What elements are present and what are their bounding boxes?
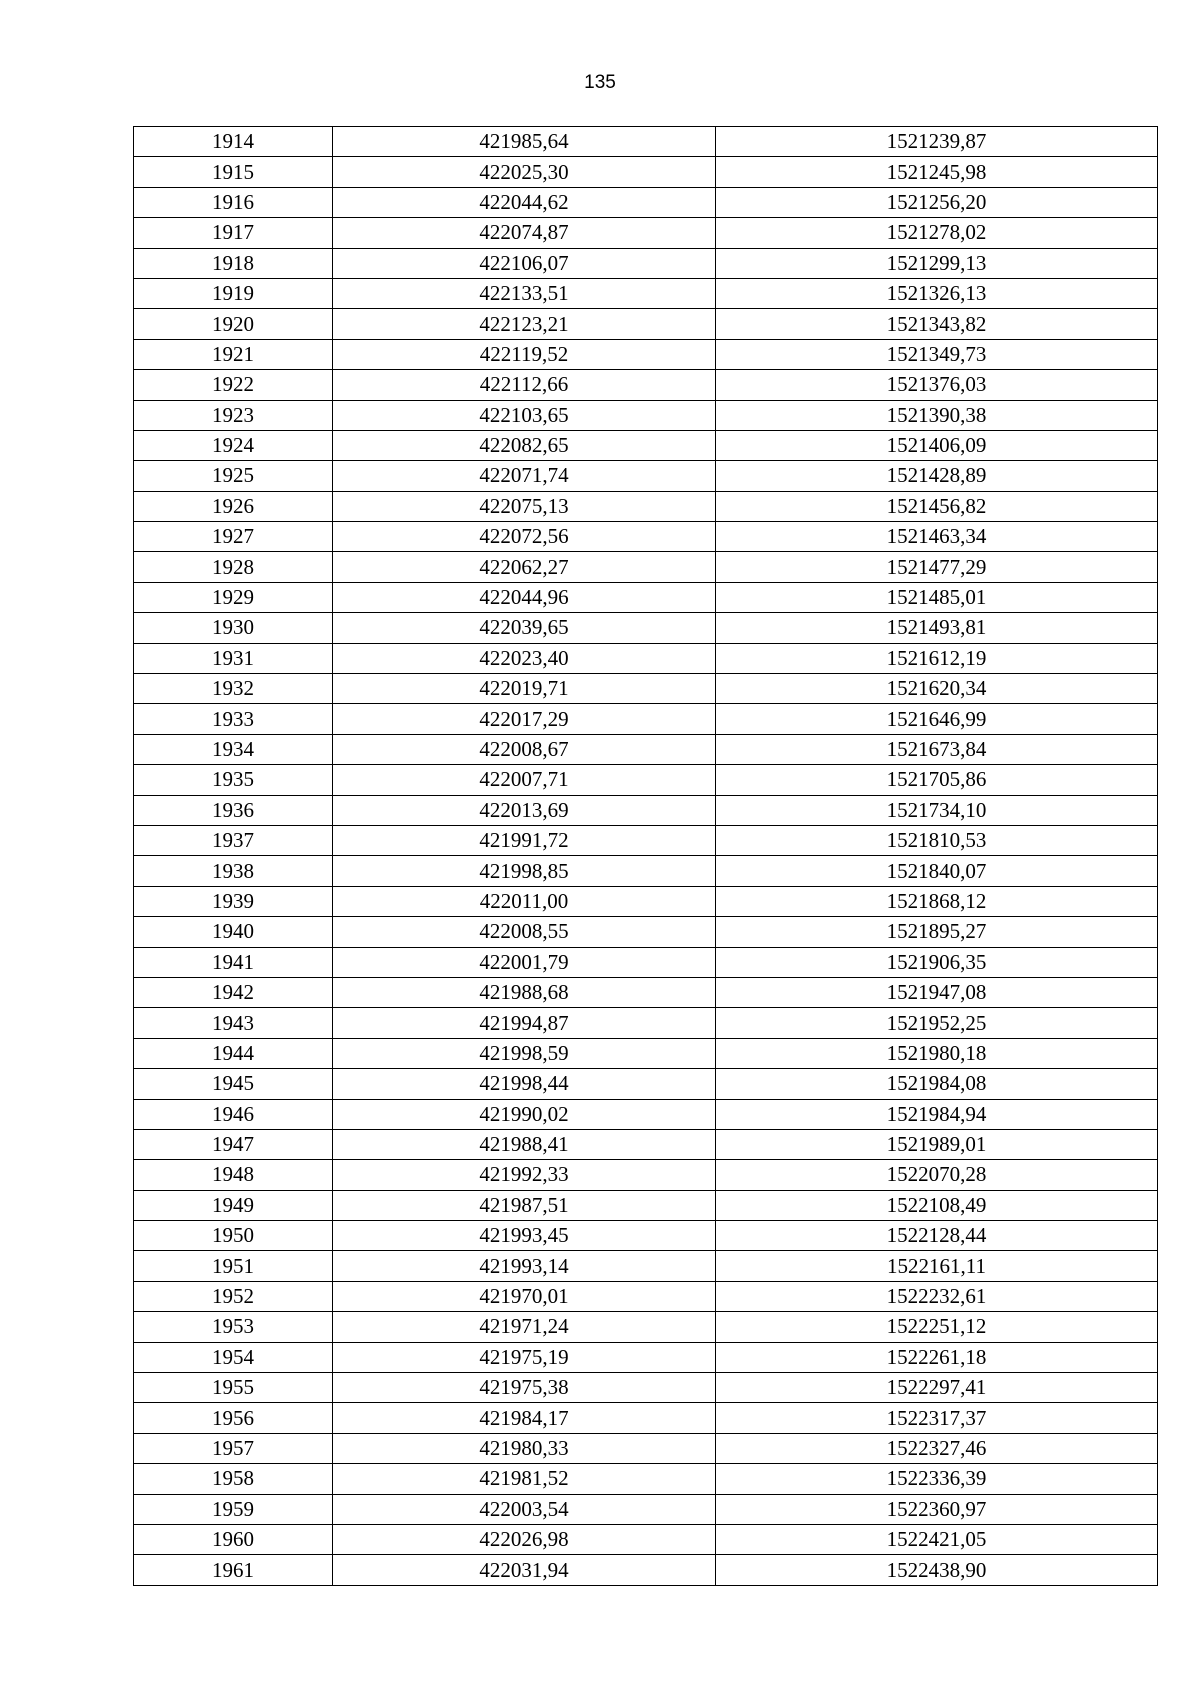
point-number-cell: 1921 bbox=[134, 339, 333, 369]
x-coordinate-cell: 422017,29 bbox=[333, 704, 716, 734]
table-row bbox=[134, 461, 1158, 491]
y-coordinate-cell: 1521477,29 bbox=[716, 552, 1158, 582]
point-number-cell: 1949 bbox=[134, 1190, 333, 1220]
y-coordinate-cell: 1521456,82 bbox=[716, 491, 1158, 521]
x-coordinate-cell: 422025,30 bbox=[333, 157, 716, 187]
x-coordinate-cell: 422003,54 bbox=[333, 1494, 716, 1524]
y-coordinate-cell: 1521947,08 bbox=[716, 977, 1158, 1007]
point-number-cell: 1923 bbox=[134, 400, 333, 430]
y-coordinate-cell: 1521868,12 bbox=[716, 886, 1158, 916]
y-coordinate-cell: 1521980,18 bbox=[716, 1038, 1158, 1068]
table-row bbox=[134, 613, 1158, 643]
table-row bbox=[134, 1069, 1158, 1099]
y-coordinate-cell: 1521493,81 bbox=[716, 613, 1158, 643]
y-coordinate-cell: 1521256,20 bbox=[716, 187, 1158, 217]
y-coordinate-cell: 1521906,35 bbox=[716, 947, 1158, 977]
x-coordinate-cell: 422023,40 bbox=[333, 643, 716, 673]
point-number-cell: 1941 bbox=[134, 947, 333, 977]
point-number-cell: 1917 bbox=[134, 218, 333, 248]
table-row bbox=[134, 157, 1158, 187]
x-coordinate-cell: 421984,17 bbox=[333, 1403, 716, 1433]
y-coordinate-cell: 1521463,34 bbox=[716, 522, 1158, 552]
point-number-cell: 1944 bbox=[134, 1038, 333, 1068]
table-row bbox=[134, 522, 1158, 552]
point-number-cell: 1919 bbox=[134, 278, 333, 308]
y-coordinate-cell: 1522232,61 bbox=[716, 1281, 1158, 1311]
x-coordinate-cell: 422106,07 bbox=[333, 248, 716, 278]
table-row bbox=[134, 1129, 1158, 1159]
y-coordinate-cell: 1521612,19 bbox=[716, 643, 1158, 673]
table-row bbox=[134, 400, 1158, 430]
point-number-cell: 1957 bbox=[134, 1433, 333, 1463]
point-number-cell: 1956 bbox=[134, 1403, 333, 1433]
x-coordinate-cell: 422044,62 bbox=[333, 187, 716, 217]
table-row bbox=[134, 825, 1158, 855]
table-row bbox=[134, 1221, 1158, 1251]
y-coordinate-cell: 1521349,73 bbox=[716, 339, 1158, 369]
y-coordinate-cell: 1521984,08 bbox=[716, 1069, 1158, 1099]
table-row bbox=[134, 430, 1158, 460]
x-coordinate-cell: 421988,68 bbox=[333, 977, 716, 1007]
x-coordinate-cell: 421998,85 bbox=[333, 856, 716, 886]
point-number-cell: 1952 bbox=[134, 1281, 333, 1311]
table-row bbox=[134, 1524, 1158, 1554]
table-row bbox=[134, 1373, 1158, 1403]
point-number-cell: 1955 bbox=[134, 1373, 333, 1403]
table-row bbox=[134, 491, 1158, 521]
table-row bbox=[134, 1190, 1158, 1220]
y-coordinate-cell: 1521895,27 bbox=[716, 917, 1158, 947]
point-number-cell: 1940 bbox=[134, 917, 333, 947]
x-coordinate-cell: 421994,87 bbox=[333, 1008, 716, 1038]
x-coordinate-cell: 421993,14 bbox=[333, 1251, 716, 1281]
y-coordinate-cell: 1522438,90 bbox=[716, 1555, 1158, 1585]
y-coordinate-cell: 1521989,01 bbox=[716, 1129, 1158, 1159]
x-coordinate-cell: 421998,44 bbox=[333, 1069, 716, 1099]
table-row bbox=[134, 947, 1158, 977]
point-number-cell: 1936 bbox=[134, 795, 333, 825]
x-coordinate-cell: 422044,96 bbox=[333, 582, 716, 612]
y-coordinate-cell: 1522161,11 bbox=[716, 1251, 1158, 1281]
x-coordinate-cell: 422026,98 bbox=[333, 1524, 716, 1554]
table-row bbox=[134, 218, 1158, 248]
x-coordinate-cell: 422013,69 bbox=[333, 795, 716, 825]
y-coordinate-cell: 1521810,53 bbox=[716, 825, 1158, 855]
table-row bbox=[134, 886, 1158, 916]
y-coordinate-cell: 1521390,38 bbox=[716, 400, 1158, 430]
x-coordinate-cell: 421991,72 bbox=[333, 825, 716, 855]
x-coordinate-cell: 422123,21 bbox=[333, 309, 716, 339]
point-number-cell: 1924 bbox=[134, 430, 333, 460]
y-coordinate-cell: 1521245,98 bbox=[716, 157, 1158, 187]
y-coordinate-cell: 1521646,99 bbox=[716, 704, 1158, 734]
x-coordinate-cell: 421975,38 bbox=[333, 1373, 716, 1403]
y-coordinate-cell: 1521326,13 bbox=[716, 278, 1158, 308]
table-row bbox=[134, 582, 1158, 612]
point-number-cell: 1945 bbox=[134, 1069, 333, 1099]
y-coordinate-cell: 1521705,86 bbox=[716, 765, 1158, 795]
y-coordinate-cell: 1521376,03 bbox=[716, 370, 1158, 400]
y-coordinate-cell: 1522421,05 bbox=[716, 1524, 1158, 1554]
y-coordinate-cell: 1521952,25 bbox=[716, 1008, 1158, 1038]
table-row bbox=[134, 1160, 1158, 1190]
x-coordinate-cell: 422007,71 bbox=[333, 765, 716, 795]
x-coordinate-cell: 421971,24 bbox=[333, 1312, 716, 1342]
table-row bbox=[134, 339, 1158, 369]
x-coordinate-cell: 421985,64 bbox=[333, 127, 716, 157]
point-number-cell: 1950 bbox=[134, 1221, 333, 1251]
y-coordinate-cell: 1521278,02 bbox=[716, 218, 1158, 248]
x-coordinate-cell: 421975,19 bbox=[333, 1342, 716, 1372]
table-row bbox=[134, 643, 1158, 673]
table-row bbox=[134, 977, 1158, 1007]
y-coordinate-cell: 1522070,28 bbox=[716, 1160, 1158, 1190]
point-number-cell: 1930 bbox=[134, 613, 333, 643]
x-coordinate-cell: 422001,79 bbox=[333, 947, 716, 977]
x-coordinate-cell: 421970,01 bbox=[333, 1281, 716, 1311]
y-coordinate-cell: 1521620,34 bbox=[716, 674, 1158, 704]
table-row bbox=[134, 278, 1158, 308]
point-number-cell: 1918 bbox=[134, 248, 333, 278]
y-coordinate-cell: 1522317,37 bbox=[716, 1403, 1158, 1433]
table-row bbox=[134, 248, 1158, 278]
table-row bbox=[134, 127, 1158, 157]
x-coordinate-cell: 422133,51 bbox=[333, 278, 716, 308]
table-row bbox=[134, 1281, 1158, 1311]
x-coordinate-cell: 421993,45 bbox=[333, 1221, 716, 1251]
y-coordinate-cell: 1521984,94 bbox=[716, 1099, 1158, 1129]
y-coordinate-cell: 1521734,10 bbox=[716, 795, 1158, 825]
point-number-cell: 1951 bbox=[134, 1251, 333, 1281]
y-coordinate-cell: 1521343,82 bbox=[716, 309, 1158, 339]
point-number-cell: 1947 bbox=[134, 1129, 333, 1159]
point-number-cell: 1929 bbox=[134, 582, 333, 612]
x-coordinate-cell: 422075,13 bbox=[333, 491, 716, 521]
x-coordinate-cell: 421992,33 bbox=[333, 1160, 716, 1190]
point-number-cell: 1948 bbox=[134, 1160, 333, 1190]
x-coordinate-cell: 422031,94 bbox=[333, 1555, 716, 1585]
table-row bbox=[134, 1403, 1158, 1433]
x-coordinate-cell: 421987,51 bbox=[333, 1190, 716, 1220]
point-number-cell: 1946 bbox=[134, 1099, 333, 1129]
x-coordinate-cell: 421998,59 bbox=[333, 1038, 716, 1068]
point-number-cell: 1931 bbox=[134, 643, 333, 673]
y-coordinate-cell: 1522251,12 bbox=[716, 1312, 1158, 1342]
point-number-cell: 1959 bbox=[134, 1494, 333, 1524]
point-number-cell: 1932 bbox=[134, 674, 333, 704]
point-number-cell: 1953 bbox=[134, 1312, 333, 1342]
y-coordinate-cell: 1522128,44 bbox=[716, 1221, 1158, 1251]
x-coordinate-cell: 422112,66 bbox=[333, 370, 716, 400]
table-row bbox=[134, 187, 1158, 217]
point-number-cell: 1926 bbox=[134, 491, 333, 521]
coordinates-table bbox=[133, 126, 1158, 1586]
table-row bbox=[134, 1038, 1158, 1068]
point-number-cell: 1935 bbox=[134, 765, 333, 795]
y-coordinate-cell: 1522336,39 bbox=[716, 1464, 1158, 1494]
point-number-cell: 1920 bbox=[134, 309, 333, 339]
point-number-cell: 1960 bbox=[134, 1524, 333, 1554]
x-coordinate-cell: 422074,87 bbox=[333, 218, 716, 248]
point-number-cell: 1954 bbox=[134, 1342, 333, 1372]
point-number-cell: 1927 bbox=[134, 522, 333, 552]
point-number-cell: 1928 bbox=[134, 552, 333, 582]
x-coordinate-cell: 422008,55 bbox=[333, 917, 716, 947]
y-coordinate-cell: 1521485,01 bbox=[716, 582, 1158, 612]
x-coordinate-cell: 421990,02 bbox=[333, 1099, 716, 1129]
y-coordinate-cell: 1521840,07 bbox=[716, 856, 1158, 886]
point-number-cell: 1914 bbox=[134, 127, 333, 157]
point-number-cell: 1958 bbox=[134, 1464, 333, 1494]
table-row bbox=[134, 1494, 1158, 1524]
table-row bbox=[134, 674, 1158, 704]
y-coordinate-cell: 1521239,87 bbox=[716, 127, 1158, 157]
y-coordinate-cell: 1521673,84 bbox=[716, 734, 1158, 764]
table-row bbox=[134, 1251, 1158, 1281]
page-number: 135 bbox=[584, 72, 616, 93]
x-coordinate-cell: 421980,33 bbox=[333, 1433, 716, 1463]
point-number-cell: 1933 bbox=[134, 704, 333, 734]
y-coordinate-cell: 1522297,41 bbox=[716, 1373, 1158, 1403]
x-coordinate-cell: 422072,56 bbox=[333, 522, 716, 552]
table-row bbox=[134, 370, 1158, 400]
x-coordinate-cell: 422011,00 bbox=[333, 886, 716, 916]
table-row bbox=[134, 309, 1158, 339]
table-row bbox=[134, 552, 1158, 582]
point-number-cell: 1934 bbox=[134, 734, 333, 764]
table-row bbox=[134, 795, 1158, 825]
point-number-cell: 1925 bbox=[134, 461, 333, 491]
y-coordinate-cell: 1521428,89 bbox=[716, 461, 1158, 491]
table-row bbox=[134, 1433, 1158, 1463]
point-number-cell: 1937 bbox=[134, 825, 333, 855]
x-coordinate-cell: 421981,52 bbox=[333, 1464, 716, 1494]
table-row bbox=[134, 917, 1158, 947]
table-row bbox=[134, 704, 1158, 734]
point-number-cell: 1915 bbox=[134, 157, 333, 187]
coordinates-table-body bbox=[134, 127, 1158, 1586]
table-row bbox=[134, 856, 1158, 886]
y-coordinate-cell: 1522261,18 bbox=[716, 1342, 1158, 1372]
point-number-cell: 1916 bbox=[134, 187, 333, 217]
table-row bbox=[134, 765, 1158, 795]
x-coordinate-cell: 422103,65 bbox=[333, 400, 716, 430]
table-row bbox=[134, 1464, 1158, 1494]
table-row bbox=[134, 1555, 1158, 1585]
y-coordinate-cell: 1521299,13 bbox=[716, 248, 1158, 278]
point-number-cell: 1961 bbox=[134, 1555, 333, 1585]
point-number-cell: 1943 bbox=[134, 1008, 333, 1038]
x-coordinate-cell: 422008,67 bbox=[333, 734, 716, 764]
x-coordinate-cell: 422119,52 bbox=[333, 339, 716, 369]
x-coordinate-cell: 422071,74 bbox=[333, 461, 716, 491]
point-number-cell: 1939 bbox=[134, 886, 333, 916]
table-row bbox=[134, 1342, 1158, 1372]
x-coordinate-cell: 422039,65 bbox=[333, 613, 716, 643]
point-number-cell: 1942 bbox=[134, 977, 333, 1007]
point-number-cell: 1938 bbox=[134, 856, 333, 886]
x-coordinate-cell: 422082,65 bbox=[333, 430, 716, 460]
x-coordinate-cell: 422062,27 bbox=[333, 552, 716, 582]
x-coordinate-cell: 422019,71 bbox=[333, 674, 716, 704]
table-row bbox=[134, 1099, 1158, 1129]
x-coordinate-cell: 421988,41 bbox=[333, 1129, 716, 1159]
y-coordinate-cell: 1522108,49 bbox=[716, 1190, 1158, 1220]
y-coordinate-cell: 1521406,09 bbox=[716, 430, 1158, 460]
y-coordinate-cell: 1522360,97 bbox=[716, 1494, 1158, 1524]
y-coordinate-cell: 1522327,46 bbox=[716, 1433, 1158, 1463]
table-row bbox=[134, 1008, 1158, 1038]
table-row bbox=[134, 734, 1158, 764]
point-number-cell: 1922 bbox=[134, 370, 333, 400]
table-row bbox=[134, 1312, 1158, 1342]
